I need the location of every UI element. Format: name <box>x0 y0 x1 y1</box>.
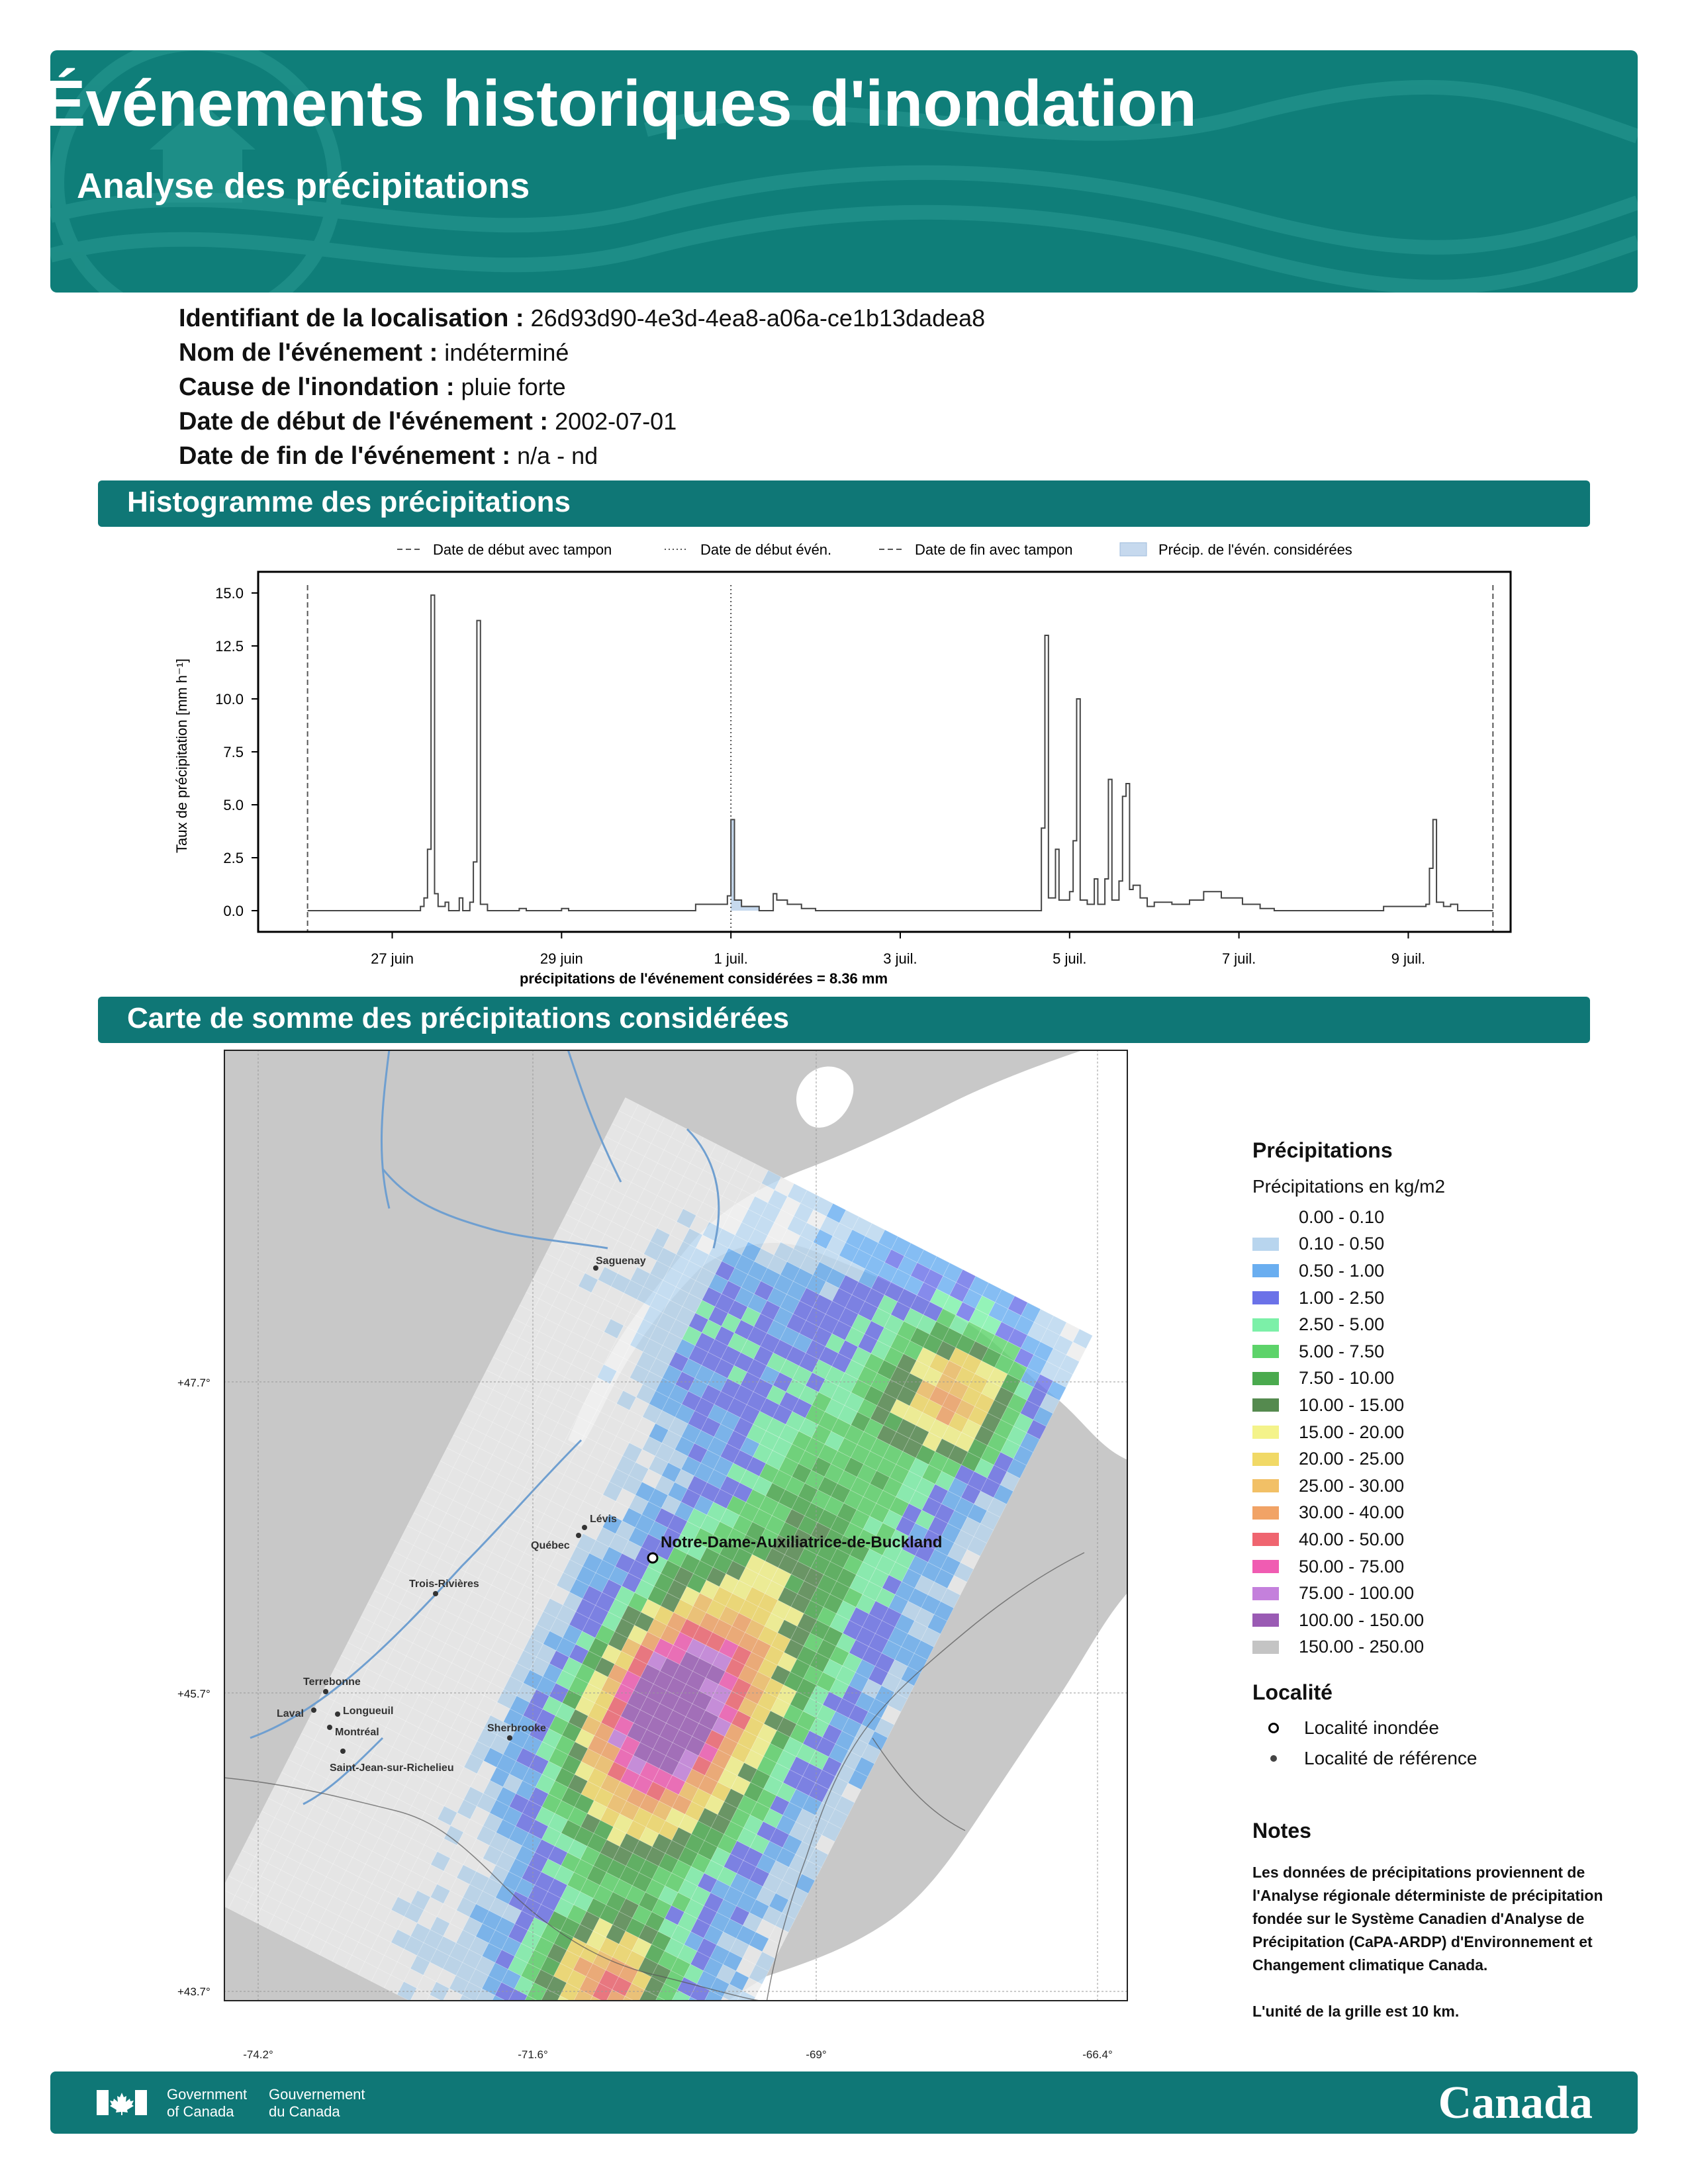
legend-label: 30.00 - 40.00 <box>1299 1502 1405 1523</box>
info-row-location-id <box>179 304 985 333</box>
legend-label: 40.00 - 50.00 <box>1299 1529 1405 1549</box>
info-label: Nom de l'événement : <box>179 339 438 367</box>
y-tick-label: 12.5 <box>215 638 244 655</box>
legend-swatch <box>1252 1238 1279 1251</box>
notes-text <box>1252 1861 1610 2046</box>
legend-label: 100.00 - 150.00 <box>1299 1610 1425 1630</box>
legend-swatch <box>1252 1560 1279 1573</box>
reference-locality-label: Montréal <box>335 1727 379 1738</box>
precip-series-line <box>308 595 1493 911</box>
legend-entry: Précip. de l'évén. considérées <box>1158 541 1352 558</box>
legend-label: 1.00 - 2.50 <box>1299 1287 1385 1308</box>
legend-swatch <box>1252 1318 1279 1332</box>
info-row-start-date <box>179 408 677 436</box>
government-of-canada-fr: Gouvernement du Canada <box>269 2086 365 2120</box>
legend-label: 10.00 - 15.00 <box>1299 1394 1405 1415</box>
info-value: 2002-07-01 <box>555 408 677 435</box>
x-tick-label: 9 juil. <box>1391 950 1426 967</box>
event-precip-area <box>731 819 773 911</box>
legend-swatch <box>1252 1641 1279 1654</box>
y-axis-label: Taux de précipitation [mm h⁻¹] <box>173 658 190 854</box>
legend-swatch <box>1252 1345 1279 1358</box>
legend-label: 20.00 - 25.00 <box>1299 1449 1405 1469</box>
legend-item <box>1252 1311 1623 1338</box>
reference-locality-dot <box>340 1749 346 1754</box>
legend-label: 25.00 - 30.00 <box>1299 1475 1405 1496</box>
precipitation-histogram <box>152 527 1562 990</box>
map-axis-labels <box>243 2048 1113 2061</box>
footer <box>50 2071 1638 2134</box>
legend-label: 75.00 - 100.00 <box>1299 1583 1415 1604</box>
legend-label: 150.00 - 250.00 <box>1299 1637 1425 1657</box>
legend-item <box>1252 1607 1623 1634</box>
locality-legend-title: Localité <box>1252 1680 1333 1705</box>
info-label: Cause de l'inondation : <box>179 373 455 401</box>
legend-label: Localité inondée <box>1304 1717 1439 1739</box>
legend-label: 0.00 - 0.10 <box>1299 1206 1385 1227</box>
notes-paragraph: Les données de précipitations proviennent de l'Analyse régionale déterministe de précipitation fondée sur le Système Canadien d'Analyse de Précipitation (CaPA-ARDP) d'Environnement et Changement climatique Canada. <box>1252 1864 1603 1974</box>
reference-locality-label: Saguenay <box>596 1255 646 1267</box>
info-row-event-name <box>179 339 569 367</box>
info-row-flood-cause <box>179 373 566 402</box>
reference-locality-label: Québec <box>531 1540 570 1551</box>
legend-swatch <box>1252 1533 1279 1546</box>
filled-dot-icon <box>1268 1752 1280 1764</box>
legend-swatch <box>1252 1587 1279 1600</box>
reference-locality-dot <box>433 1591 438 1596</box>
legend-item <box>1252 1285 1623 1312</box>
info-value: indéterminé <box>444 339 569 366</box>
reference-locality-dot <box>327 1725 332 1730</box>
legend-item <box>1252 1526 1623 1553</box>
legend-swatch <box>1252 1506 1279 1520</box>
legend-entry: Date de début évén. <box>700 541 832 558</box>
reference-locality-label: Saint-Jean-sur-Richelieu <box>330 1762 454 1774</box>
reference-locality-dot <box>335 1711 340 1717</box>
legend-item <box>1252 1419 1623 1446</box>
reference-locality-dot <box>576 1533 581 1538</box>
legend-label: 2.50 - 5.00 <box>1299 1314 1385 1335</box>
legend-item <box>1252 1553 1623 1580</box>
page-subtitle: Analyse des précipitations <box>77 166 530 206</box>
legend-swatch <box>1252 1479 1279 1492</box>
lat-tick: +45.7° <box>177 1688 211 1700</box>
y-tick-label: 2.5 <box>223 850 244 866</box>
reference-locality-label: Longueuil <box>343 1706 394 1717</box>
legend-flooded-locality <box>1252 1713 1623 1743</box>
legend-label: 0.10 - 0.50 <box>1299 1234 1385 1254</box>
info-value: pluie forte <box>461 373 566 400</box>
legend-item <box>1252 1365 1623 1392</box>
notes-title: Notes <box>1252 1819 1311 1843</box>
chart-legend <box>397 541 1352 558</box>
legend-label: 5.00 - 7.50 <box>1299 1341 1385 1361</box>
notes-paragraph: L'unité de la grille est 10 km. <box>1252 2003 1460 2020</box>
reference-locality-dot <box>311 1707 316 1713</box>
legend-swatch <box>1252 1291 1279 1304</box>
y-tick-label: 15.0 <box>215 585 244 602</box>
legend-items <box>1252 1204 1623 1661</box>
legend-swatch <box>1252 1210 1279 1224</box>
x-tick-label: 5 juil. <box>1053 950 1087 967</box>
legend-swatch <box>1252 1614 1279 1627</box>
legend-label: Localité de référence <box>1304 1748 1477 1769</box>
reference-locality-label: Laval <box>277 1708 304 1719</box>
section-header-map <box>98 997 1590 1043</box>
legend-label: 7.50 - 10.00 <box>1299 1368 1395 1388</box>
info-value: 26d93d90-4e3d-4ea8-a06a-ce1b13dadea8 <box>530 304 986 332</box>
lat-tick: +43.7° <box>177 1985 211 1998</box>
y-tick-label: 5.0 <box>223 797 244 813</box>
canada-wordmark: Canada <box>1438 2077 1593 2128</box>
legend-item <box>1252 1204 1623 1231</box>
legend-item <box>1252 1257 1623 1285</box>
info-label: Date de fin de l'événement : <box>179 442 511 470</box>
government-of-canada-en: Government of Canada <box>167 2086 248 2120</box>
legend-item <box>1252 1338 1623 1365</box>
legend-swatch <box>1252 1453 1279 1466</box>
legend-subtitle: Précipitations en kg/m2 <box>1252 1176 1446 1197</box>
x-tick-label: 29 juin <box>539 950 583 967</box>
y-tick-label: 10.0 <box>215 691 244 707</box>
legend-entry: Date de fin avec tampon <box>915 541 1073 558</box>
legend-swatch <box>1252 1264 1279 1277</box>
flooded-locality-marker <box>648 1553 657 1563</box>
reference-locality-dot <box>323 1689 328 1694</box>
x-tick-label: 1 juil. <box>714 950 748 967</box>
reference-locality-label: Lévis <box>590 1514 617 1525</box>
reference-locality-label: Trois-Rivières <box>409 1578 479 1590</box>
x-tick-label: 3 juil. <box>883 950 917 967</box>
y-tick-label: 0.0 <box>223 903 244 919</box>
legend-swatch <box>1252 1426 1279 1439</box>
reference-locality-label: Sherbrooke <box>487 1723 546 1734</box>
legend-swatch <box>1252 1372 1279 1385</box>
section-title: Carte de somme des précipitations considérées <box>127 1002 790 1034</box>
reference-locality-dot <box>582 1525 587 1530</box>
precipitation-map <box>224 1050 1150 2062</box>
legend-title: Précipitations <box>1252 1138 1393 1162</box>
section-title: Histogramme des précipitations <box>127 486 571 518</box>
legend-item <box>1252 1500 1623 1527</box>
info-label: Identifiant de la localisation : <box>179 304 524 332</box>
y-tick-label: 7.5 <box>223 744 244 760</box>
canada-flag-icon <box>97 2090 147 2115</box>
legend-item <box>1252 1580 1623 1607</box>
legend-label: 0.50 - 1.00 <box>1299 1260 1385 1281</box>
info-value: n/a - nd <box>517 442 598 469</box>
legend-item <box>1252 1473 1623 1500</box>
legend-label: 15.00 - 20.00 <box>1299 1422 1405 1442</box>
info-row-end-date <box>179 442 598 471</box>
lon-tick: -74.2° <box>243 2048 273 2061</box>
x-axis-label: précipitations de l'événement considérées = 8.36 mm <box>519 970 888 987</box>
plot-area <box>215 572 1511 967</box>
legend-entry: Date de début avec tampon <box>433 541 612 558</box>
page-title: Événements historiques d'inondation <box>42 67 1197 140</box>
map-legend <box>1252 1138 1623 1774</box>
x-tick-label: 27 juin <box>371 950 414 967</box>
legend-item <box>1252 1231 1623 1258</box>
lon-tick: -66.4° <box>1082 2048 1113 2061</box>
lon-tick: -71.6° <box>518 2048 548 2061</box>
lon-tick: -69° <box>806 2048 827 2061</box>
open-circle-icon <box>1268 1722 1280 1734</box>
legend-item <box>1252 1634 1623 1661</box>
reference-locality-dot <box>507 1735 512 1741</box>
x-tick-label: 7 juil. <box>1221 950 1256 967</box>
section-header-histogram <box>98 480 1590 527</box>
legend-item <box>1252 1392 1623 1419</box>
info-label: Date de début de l'événement : <box>179 408 549 435</box>
legend-item <box>1252 1445 1623 1473</box>
legend-reference-locality <box>1252 1743 1623 1774</box>
legend-label: 50.00 - 75.00 <box>1299 1556 1405 1576</box>
lat-tick: +47.7° <box>177 1377 211 1389</box>
reference-locality-label: Terrebonne <box>303 1676 361 1688</box>
legend-swatch <box>1252 1398 1279 1412</box>
flooded-locality-label: Notre-Dame-Auxiliatrice-de-Buckland <box>661 1533 943 1551</box>
